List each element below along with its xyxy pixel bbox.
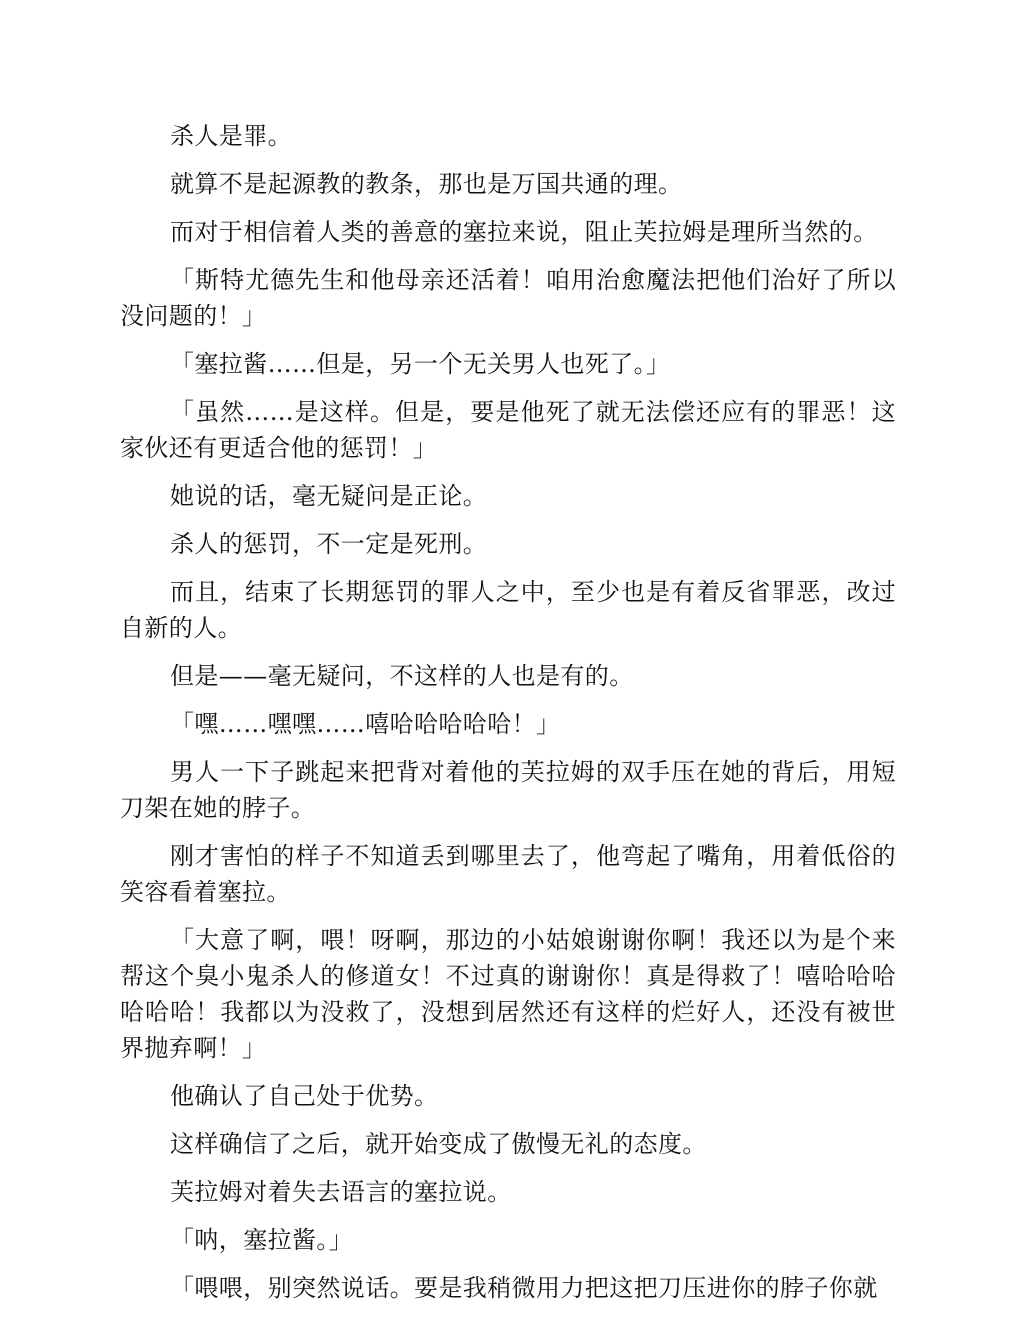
paragraph: 她说的话，毫无疑问是正论。 — [170, 482, 488, 510]
dialogue-paragraph: 「喂喂，别突然说话。要是我稍微用力把这把刀压进你的脖子你就 — [170, 1274, 878, 1302]
paragraph: 男人一下子跳起来把背对着他的芙拉姆的双手压在她的背后，用短刀架在她的脖子。 — [120, 758, 896, 822]
text-body — [120, 118, 896, 1318]
paragraph: 而对于相信着人类的善意的塞拉来说，阻止芙拉姆是理所当然的。 — [170, 218, 878, 246]
dialogue-paragraph: 「嘿……嘿嘿……嘻哈哈哈哈哈！」 — [170, 710, 561, 738]
paragraph: 他确认了自己处于优势。 — [170, 1082, 439, 1110]
dialogue-paragraph: 「虽然……是这样。但是，要是他死了就无法偿还应有的罪恶！这家伙还有更适合他的惩罚！」 — [120, 398, 896, 462]
paragraph: 杀人是罪。 — [170, 122, 292, 150]
paragraph: 就算不是起源教的教条，那也是万国共通的理。 — [170, 170, 683, 198]
paragraph: 而且，结束了长期惩罚的罪人之中，至少也是有着反省罪恶，改过自新的人。 — [120, 578, 896, 642]
dialogue-paragraph: 「呐，塞拉酱。」 — [170, 1226, 354, 1254]
paragraph: 但是——毫无疑问，不这样的人也是有的。 — [170, 662, 634, 690]
paragraph: 杀人的惩罚，不一定是死刑。 — [170, 530, 488, 558]
dialogue-paragraph: 「斯特尤德先生和他母亲还活着！咱用治愈魔法把他们治好了所以没问题的！」 — [120, 266, 896, 330]
paragraph: 刚才害怕的样子不知道丢到哪里去了，他弯起了嘴角，用着低俗的笑容看着塞拉。 — [120, 842, 896, 906]
dialogue-paragraph: 「大意了啊，喂！呀啊，那边的小姑娘谢谢你啊！我还以为是个来帮这个臭小鬼杀人的修道女！不过真的谢谢你！真是得救了！嘻哈哈哈哈哈哈！我都以为没救了，没想到居然还有这样的烂好人，还没有被世界抛弃啊！」 — [120, 926, 896, 1062]
dialogue-paragraph: 「塞拉酱……但是，另一个无关男人也死了。」 — [170, 350, 671, 378]
paragraph: 芙拉姆对着失去语言的塞拉说。 — [170, 1178, 512, 1206]
paragraph: 这样确信了之后，就开始变成了傲慢无礼的态度。 — [170, 1130, 707, 1158]
